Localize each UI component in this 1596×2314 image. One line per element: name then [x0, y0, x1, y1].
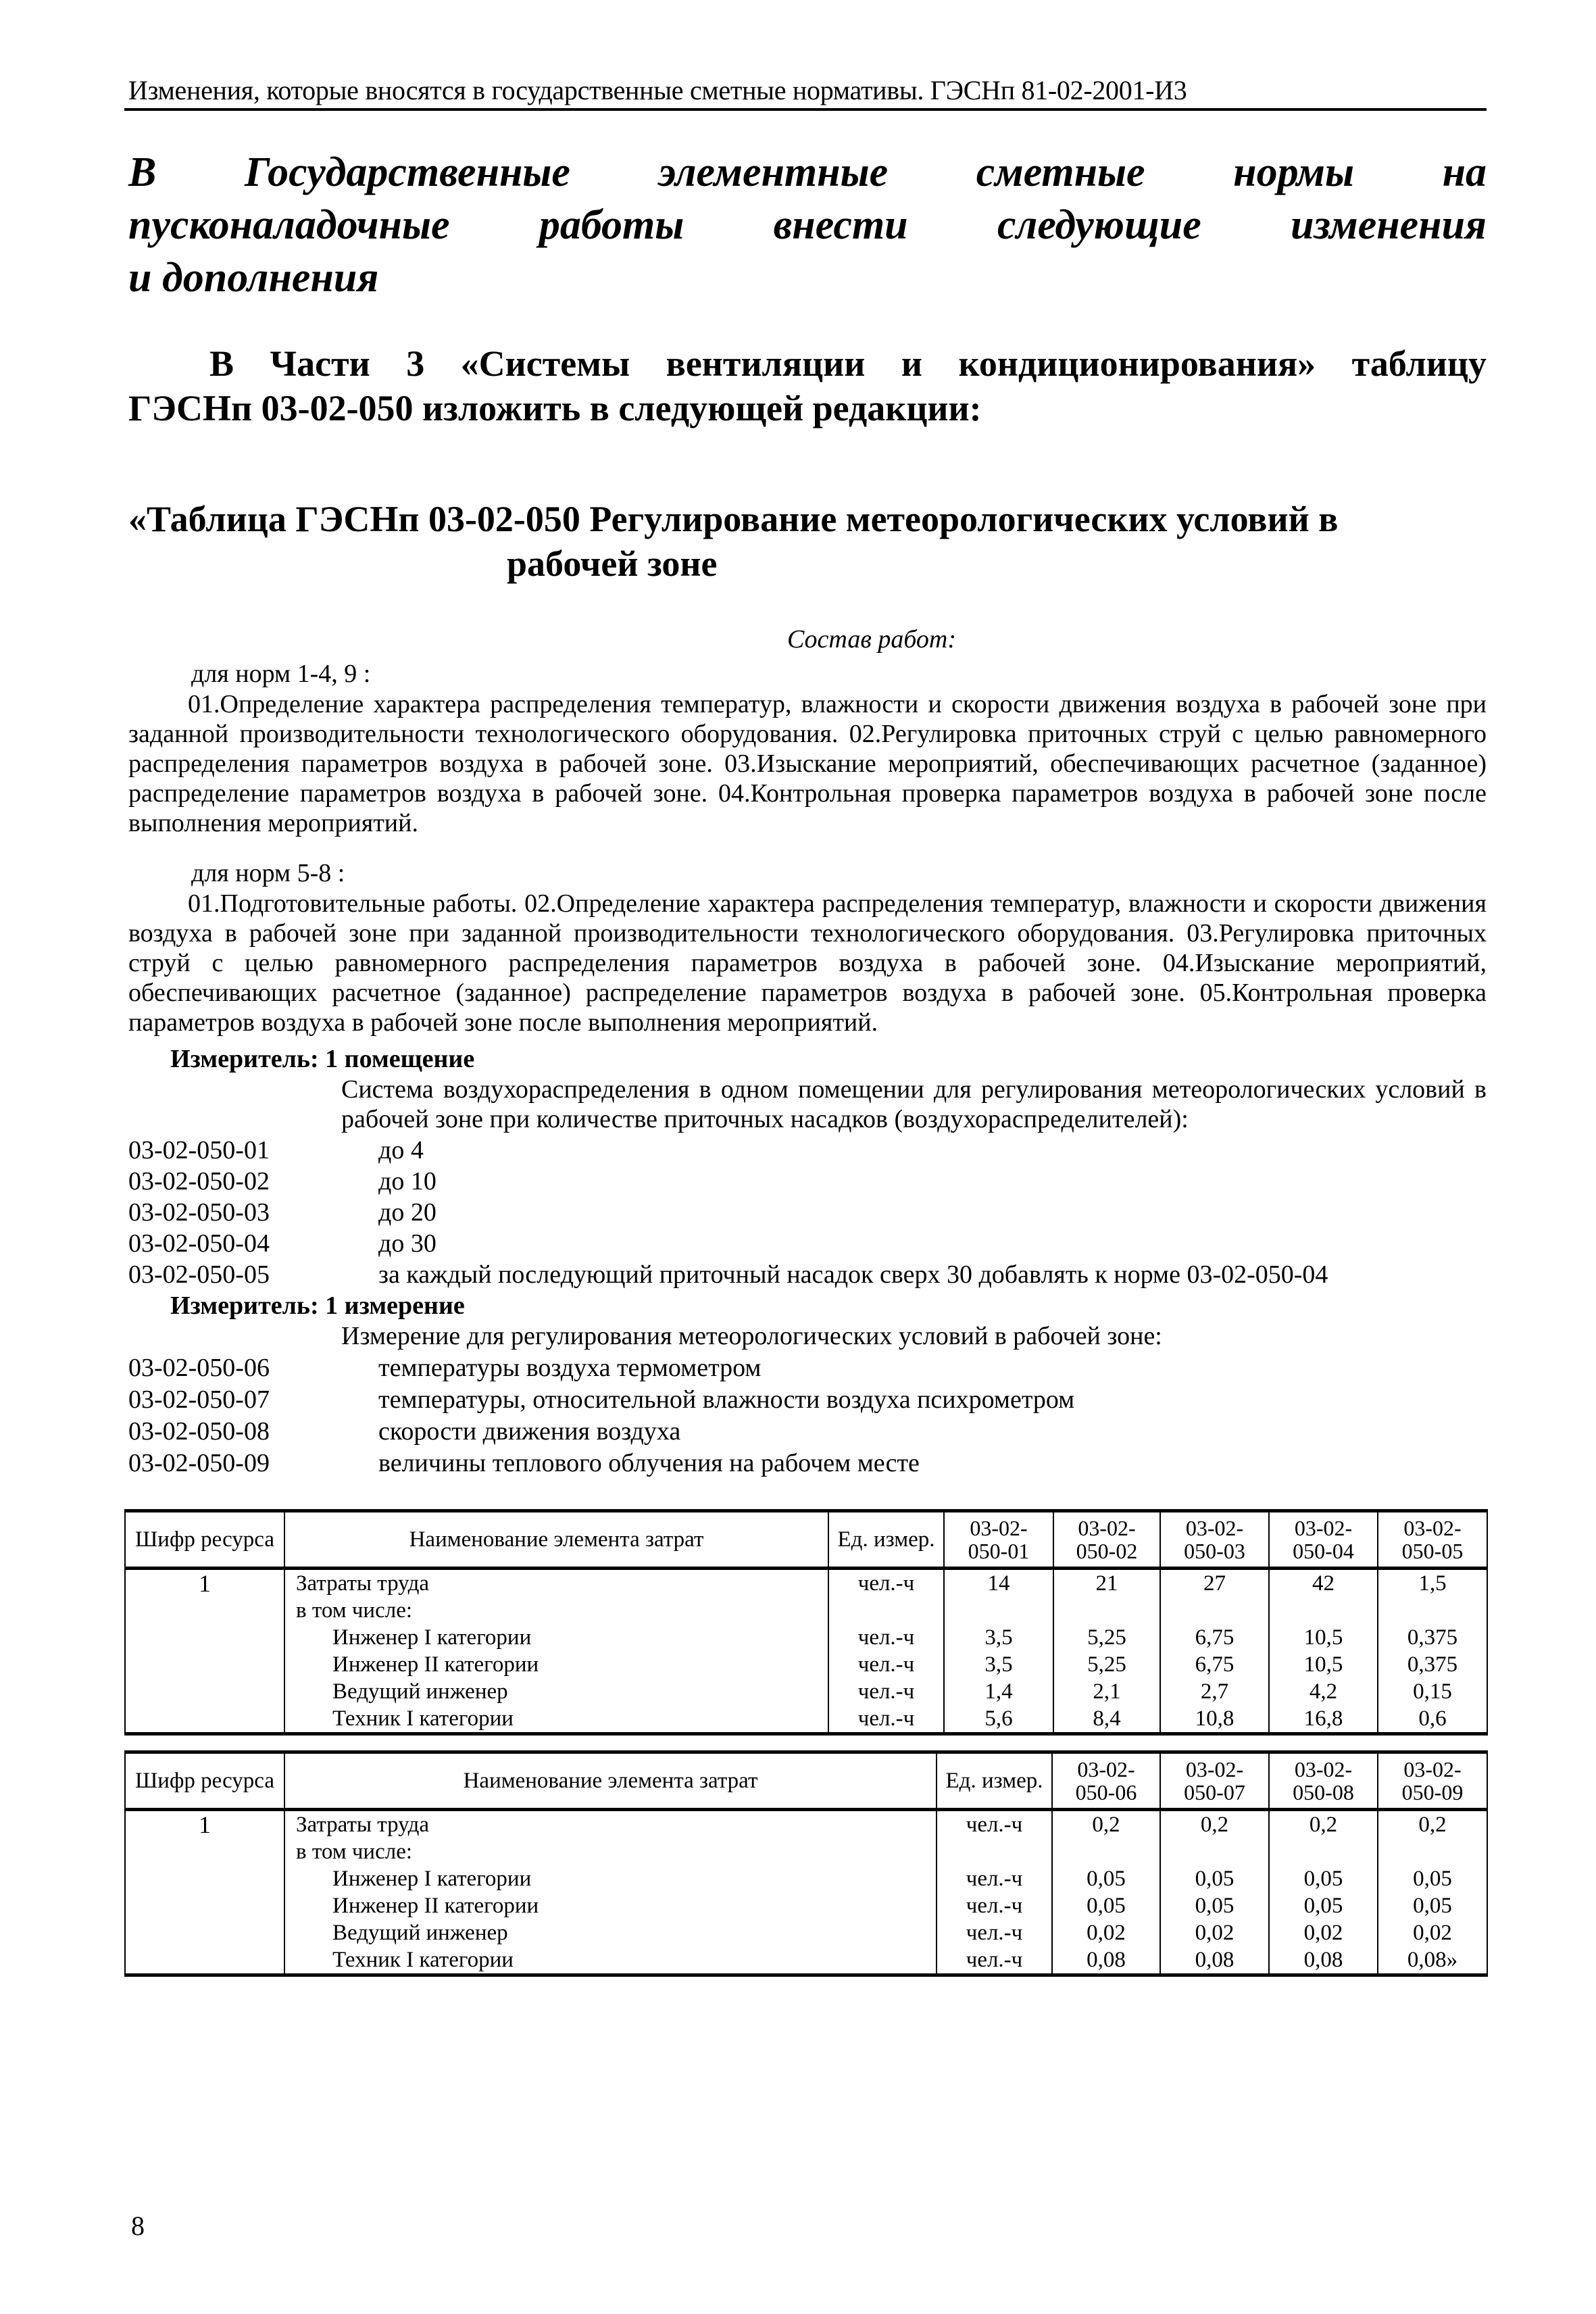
norm-text: за каждый последующий приточный насадок сверх 30 добавлять к норме 03-02-050-04	[378, 1260, 1328, 1289]
norm-text: температуры, относительной влажности воздуха психрометром	[378, 1385, 1075, 1414]
norm-group-text-1: 01.Определение характера распределения температур, влажности и скорости движения воздуха в рабочей зоне при заданной производительности технологического оборудования. 02.Регулировка приточных струй с целью равномерного распределения параметров воздуха в рабочей зоне. 03.Изыскание мероприятий, обеспечивающих расчетное (заданное) распределение параметров воздуха в рабочей зоне. 04.Контрольная проверка параметров воздуха в рабочей зоне после выполнения мероприятий.	[128, 690, 1487, 837]
measurer-description-2: Измерение для регулирования метеорологических условий в рабочей зоне:	[341, 1322, 1162, 1350]
header-element-name: Наименование элемента затрат	[284, 1752, 937, 1810]
intro-line-3: и дополнения	[128, 255, 379, 301]
resource-code-cell: 1	[125, 1569, 284, 1734]
header-resource-code: Шифр ресурса	[125, 1511, 284, 1569]
unit-cell: чел.-ч чел.-ч чел.-ч чел.-ч чел.-ч	[937, 1810, 1052, 1975]
value-cell: 14 3,5 3,5 1,4 5,6	[944, 1569, 1053, 1734]
norm-row	[128, 1135, 1487, 1165]
header-unit: Ед. измер.	[937, 1752, 1052, 1810]
intro-line-2: пусконаладочные работы внести следующие изменения	[128, 202, 1487, 248]
part-instruction-line-2: ГЭСНп 03-02-050 изложить в следующей редакции:	[128, 388, 982, 428]
norm-group-label-1: для норм 1-4, 9 :	[191, 660, 371, 688]
norm-row	[128, 1417, 1487, 1446]
norm-group-label-2: для норм 5-8 :	[191, 859, 345, 887]
norm-code: 03-02-050-08	[128, 1417, 270, 1446]
measurer-label-1: Измеритель: 1 помещение	[170, 1045, 475, 1073]
norm-code: 03-02-050-04	[128, 1229, 270, 1258]
value-cell: 0,2 0,05 0,05 0,02 0,08	[1052, 1810, 1160, 1975]
header-norm-code: 03-02- 050-06	[1052, 1752, 1160, 1810]
measurer-description-1: Система воздухораспределения в одном помещении для регулирования метеорологических условий в рабочей зоне при количестве приточных насадков (воздухораспределителей):	[341, 1075, 1487, 1133]
norm-code: 03-02-050-09	[128, 1449, 270, 1477]
running-header: Изменения, которые вносятся в государственные сметные нормативы. ГЭСНп 81-02-2001-И3	[128, 75, 1187, 105]
norm-group-text-2: 01.Подготовительные работы. 02.Определение характера распределения температур, влажности и скорости движения воздуха в рабочей зоне при заданной производительности технологического оборудования. 03.Регулировка приточных струй с целью равномерного распределения параметров воздуха в рабочей зоне. 04.Изыскание мероприятий, обеспечивающих расчетное (заданное) распределение параметров воздуха в рабочей зоне. 05.Контрольная проверка параметров воздуха в рабочей зоне после выполнения мероприятий.	[128, 889, 1487, 1037]
value-cell: 42 10,5 10,5 4,2 16,8	[1269, 1569, 1378, 1734]
norm-code: 03-02-050-05	[128, 1260, 270, 1289]
cost-table-2	[124, 1750, 1488, 1977]
norm-code: 03-02-050-02	[128, 1167, 270, 1196]
header-norm-code: 03-02- 050-03	[1160, 1511, 1269, 1569]
element-name-cell: Затраты труда в том числе: Инженер I категории Инженер II категории Ведущий инженер Техник I категории	[284, 1569, 828, 1734]
norm-code: 03-02-050-06	[128, 1354, 270, 1382]
header-norm-code: 03-02- 050-02	[1053, 1511, 1160, 1569]
norm-row	[128, 1166, 1487, 1196]
norm-code: 03-02-050-01	[128, 1136, 270, 1164]
norm-text: до 4	[378, 1136, 424, 1164]
page-number: 8	[131, 2211, 145, 2241]
table-header-row	[125, 1511, 1487, 1569]
unit-cell: чел.-ч чел.-ч чел.-ч чел.-ч чел.-ч	[828, 1569, 944, 1734]
part-instruction	[128, 341, 1487, 430]
norm-row	[128, 1448, 1487, 1478]
table-title-line-1: «Таблица ГЭСНп 03-02-050 Регулирование метеорологических условий в	[128, 499, 1339, 539]
intro-line-1: В Государственные элементные сметные нормы на	[128, 149, 1487, 195]
value-cell: 0,2 0,05 0,05 0,02 0,08	[1269, 1810, 1378, 1975]
norm-text: температуры воздуха термометром	[378, 1354, 762, 1382]
header-norm-code: 03-02- 050-08	[1269, 1752, 1378, 1810]
header-resource-code: Шифр ресурса	[125, 1752, 284, 1810]
intro-heading	[128, 146, 1487, 304]
header-unit: Ед. измер.	[828, 1511, 944, 1569]
header-norm-code: 03-02- 050-01	[944, 1511, 1053, 1569]
work-composition-heading: Состав работ:	[787, 625, 957, 654]
value-cell: 27 6,75 6,75 2,7 10,8	[1160, 1569, 1269, 1734]
table-row	[125, 1810, 1487, 1975]
norm-text: до 10	[378, 1167, 437, 1196]
header-norm-code: 03-02- 050-04	[1269, 1511, 1378, 1569]
norm-text: величины теплового облучения на рабочем месте	[378, 1449, 920, 1477]
header-element-name: Наименование элемента затрат	[284, 1511, 828, 1569]
norm-row	[128, 1229, 1487, 1258]
norm-row	[128, 1385, 1487, 1414]
resource-code-cell: 1	[125, 1810, 284, 1975]
norm-text: до 20	[378, 1198, 437, 1227]
header-norm-code: 03-02- 050-07	[1160, 1752, 1269, 1810]
part-instruction-line-1: В Части 3 «Системы вентиляции и кондиционирования» таблицу	[209, 343, 1487, 384]
header-divider	[124, 108, 1487, 111]
value-cell: 0,2 0,05 0,05 0,02 0,08»	[1378, 1810, 1487, 1975]
header-norm-code: 03-02- 050-05	[1378, 1511, 1487, 1569]
value-cell: 21 5,25 5,25 2,1 8,4	[1053, 1569, 1160, 1734]
norm-text: до 30	[378, 1229, 437, 1258]
header-norm-code: 03-02- 050-09	[1378, 1752, 1487, 1810]
norm-code: 03-02-050-07	[128, 1385, 270, 1414]
measurer-label-2: Измеритель: 1 измерение	[170, 1291, 465, 1320]
element-name-cell: Затраты труда в том числе: Инженер I категории Инженер II категории Ведущий инженер Техник I категории	[284, 1810, 937, 1975]
cost-table-1	[124, 1509, 1488, 1736]
norm-code: 03-02-050-03	[128, 1198, 270, 1227]
table-header-row	[125, 1752, 1487, 1810]
table-title-line-2: рабочей зоне	[507, 543, 718, 584]
table-row	[125, 1569, 1487, 1734]
table-title	[128, 497, 1487, 586]
norm-row	[128, 1260, 1487, 1289]
value-cell: 1,5 0,375 0,375 0,15 0,6	[1378, 1569, 1487, 1734]
norm-row	[128, 1198, 1487, 1227]
norm-text: скорости движения воздуха	[378, 1417, 681, 1446]
norm-row	[128, 1353, 1487, 1383]
value-cell: 0,2 0,05 0,05 0,02 0,08	[1160, 1810, 1269, 1975]
